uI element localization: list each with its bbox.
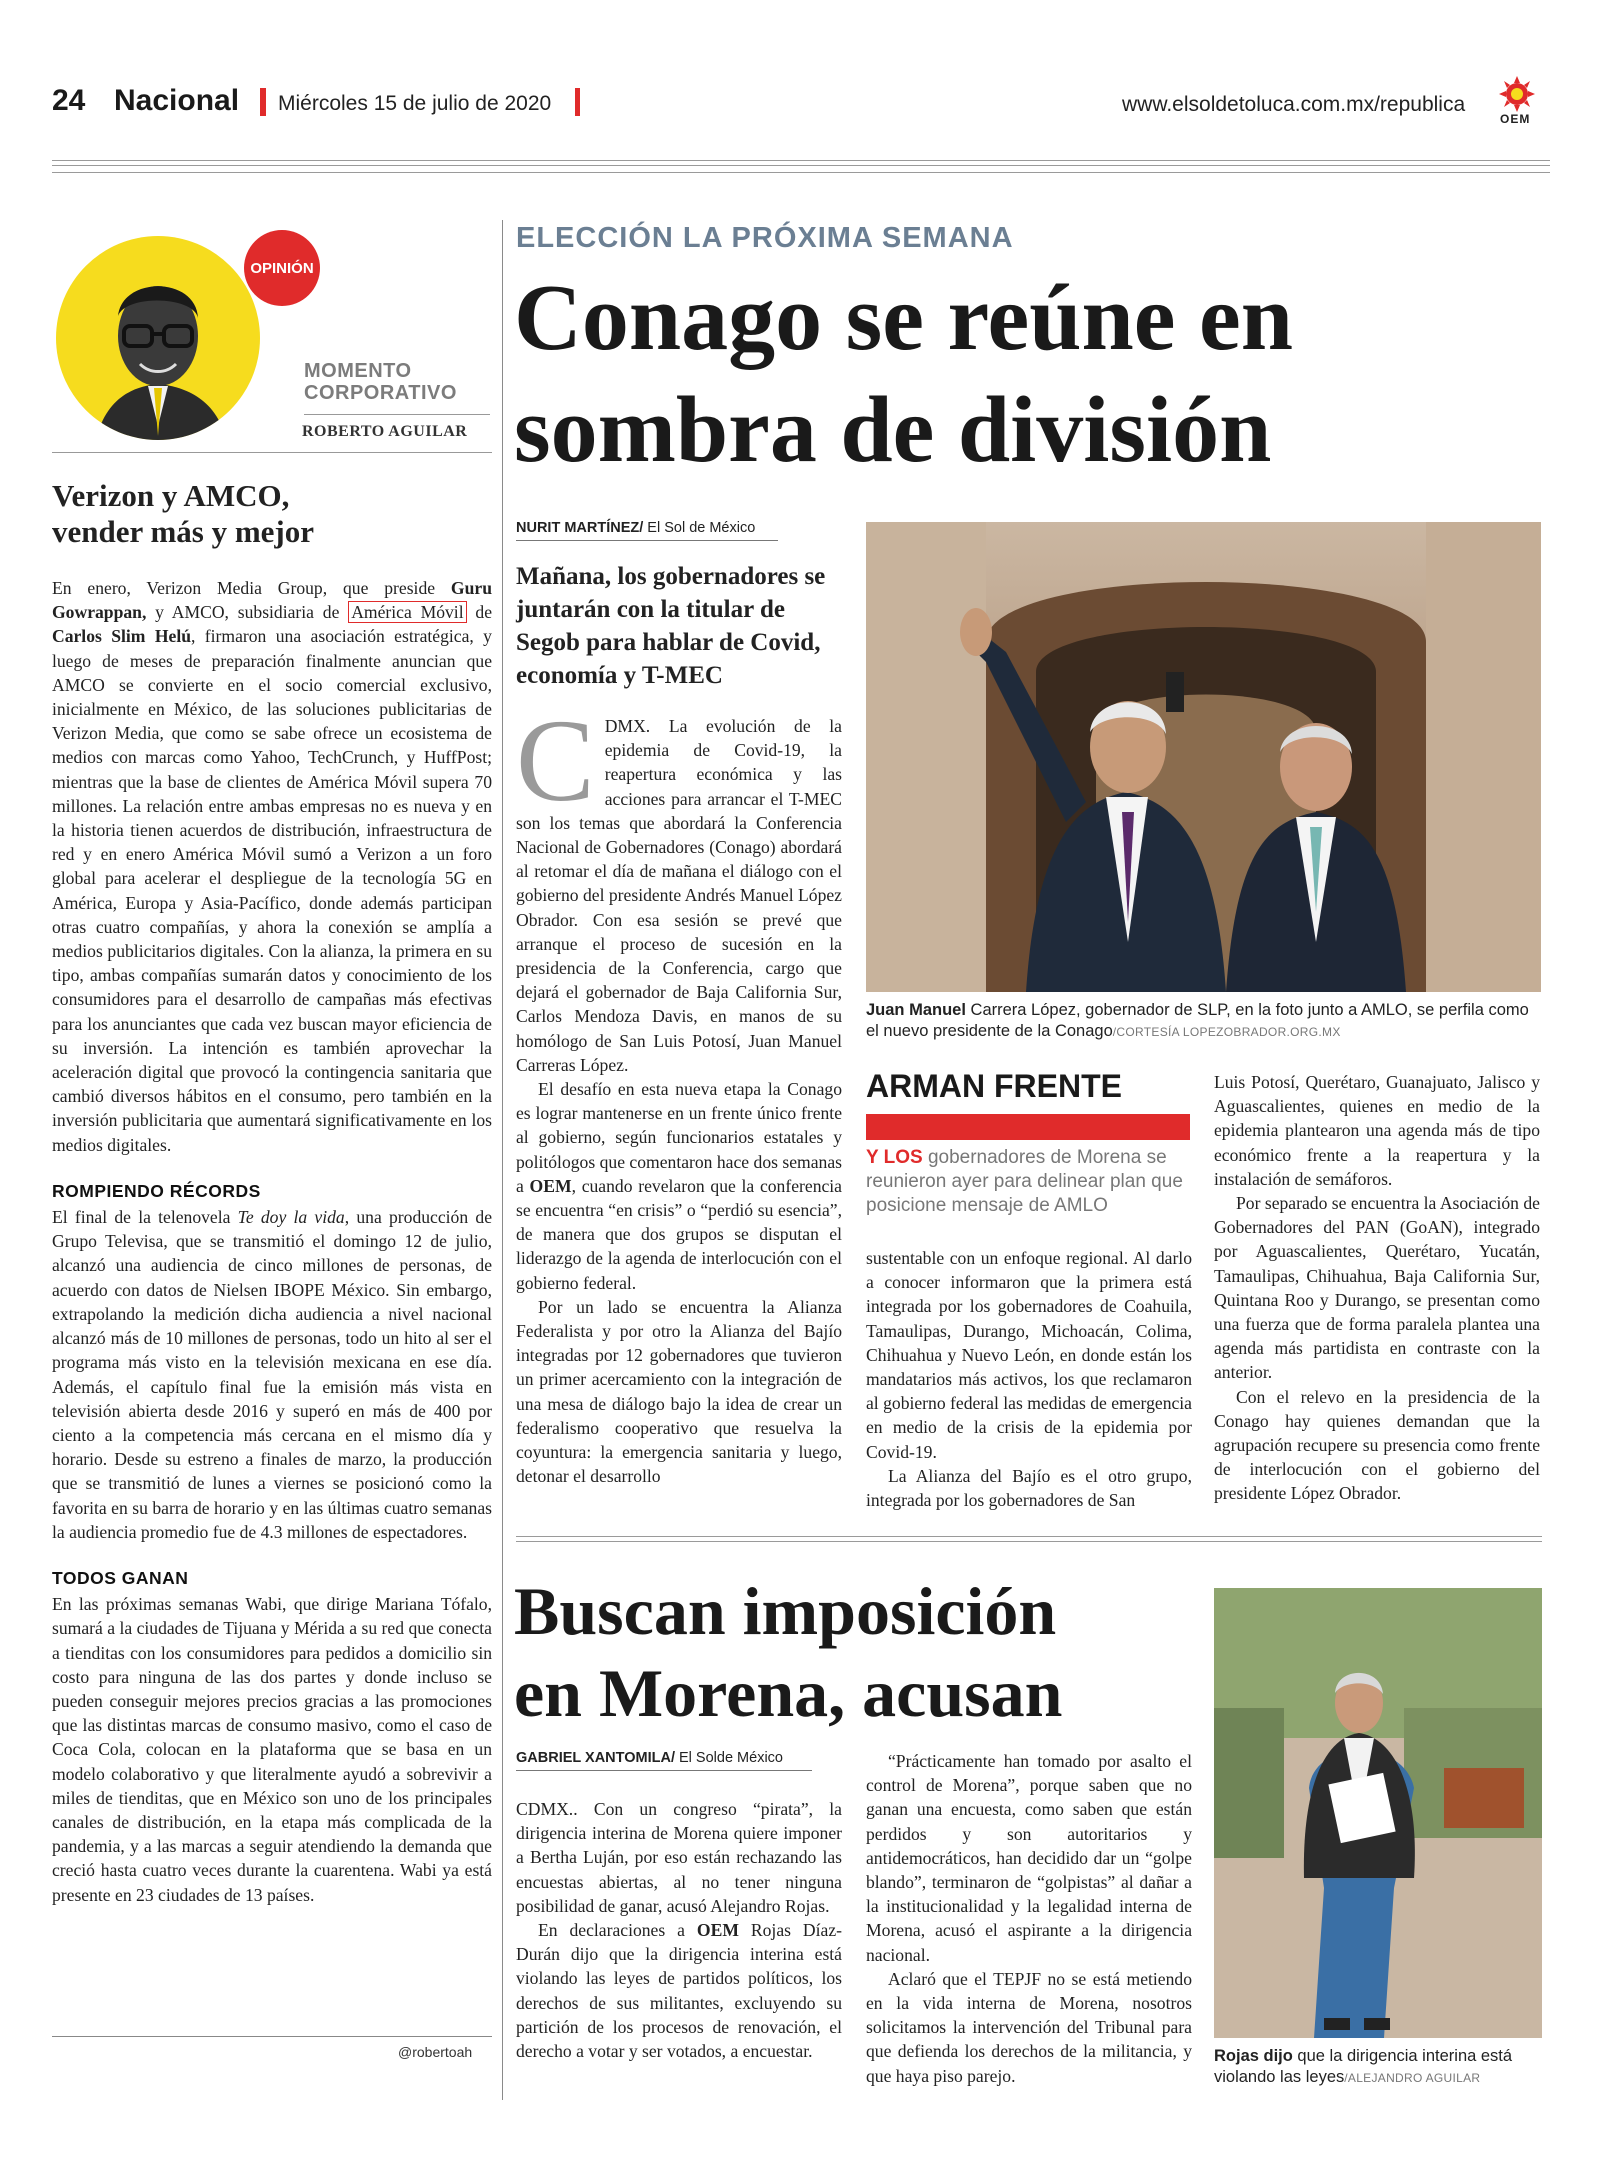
column-divider	[502, 220, 503, 2100]
second-body-col1	[516, 1797, 842, 2063]
second-photo	[1214, 1588, 1542, 2038]
second-paragraph-2: En declaraciones a OEM Rojas Díaz-Durán dijo que la dirigencia interina está violando las leyes de partidos políticos, los derechos de sus militantes, excluyendo su partición de los procesos de renovación, el derecho a votar y ser votados, a encuestar.	[516, 1920, 842, 2062]
main-paragraph-4: sustentable con un enfoque regional. Al darlo a conocer informaron que la primera está integrada por los gobernadores de Coahuila, Tamaulipas, Durango, Michoacán, Colima, Chihuahua y Nuevo León, en donde están los mandatarios más activos, los que reclamaron al gobierno federal las medidas de emergencia en medio de la crisis de la epidemia por Covid-19.	[866, 1248, 1192, 1462]
website-link[interactable]: www.elsoldetoluca.com.mx/republica	[1122, 93, 1466, 116]
second-headline-line2: en Morena, acusan	[514, 1655, 1063, 1731]
second-paragraph-4: Aclaró que el TEPJF no se está metiendo en la vida interna de Morena, nosotros solicitamos la intervención del Tribunal para que defienda los derechos de la militancia, y que haya piso parejo.	[866, 1968, 1192, 2086]
main-photo	[866, 522, 1541, 992]
opinion-title	[52, 478, 492, 550]
portrait-illustration	[56, 236, 260, 440]
second-headline-line1: Buscan imposición	[514, 1573, 1057, 1649]
main-byline-outlet: El Sol de México	[643, 520, 756, 536]
america-movil-highlight: América Móvil	[348, 601, 466, 623]
main-kicker: ELECCIÓN LA PRÓXIMA SEMANA	[516, 222, 1014, 254]
opinion-body	[52, 576, 492, 1907]
main-caption-text: Carrera López, gobernador de SLP, en la foto junto a AMLO, se perfila como el nuevo presidente de la Conago	[866, 1001, 1529, 1040]
story-divider	[516, 1536, 1542, 1542]
second-caption-credit: /ALEJANDRO AGUILAR	[1344, 2071, 1481, 2085]
second-byline-author: GABRIEL XANTOMILA/	[516, 1750, 675, 1766]
main-body-col3	[1214, 1070, 1540, 1506]
section-separator	[260, 88, 266, 116]
main-body-col1	[516, 695, 842, 1489]
second-caption-bold: Rojas dijo	[1214, 2047, 1293, 2065]
main-paragraph-8: Con el relevo en la presidencia de la Conago hay quienes demandan que la agrupación recupere su presencia como frente de interlocución con el gobierno del presidente López Obrador.	[1214, 1386, 1540, 1504]
column-name-line2: CORPORATIVO	[304, 382, 457, 404]
main-headline-line1: Conago se reúne en	[514, 266, 1293, 370]
twitter-handle[interactable]: @robertoah	[398, 2044, 473, 2060]
main-paragraph-7: Por separado se encuentra la Asociación de Gobernadores del PAN (GoAN), integrado por Aguascalientes, Querétaro, Yucatán, Tamaulipas, Chihuahua, Baja California Sur, Quintana Roo y Durango, se presentan como una fuerza que de forma paralela plantea una agenda más partidista en contraste con la anterior.	[1214, 1193, 1540, 1383]
main-paragraph-3: Por un lado se encuentra la Alianza Federalista y por otro la Alianza del Bajío integradas por 12 gobernadores que tuvieron un primer acercamiento con la integración de una mesa de diálogo bajo la idea de crear un federalismo cooperativo que resuelva la coyuntura: la emergencia sanitaria y luego, detonar el desarrollo	[516, 1296, 842, 1487]
sidebar-lead: Y LOS	[866, 1147, 923, 1168]
header-rule-2	[52, 172, 1550, 173]
main-headline	[514, 262, 1554, 486]
main-byline-author: NURIT MARTÍNEZ/	[516, 520, 644, 536]
second-byline	[516, 1750, 812, 1771]
main-caption-bold: Juan Manuel	[866, 1001, 966, 1019]
main-paragraph-6: Luis Potosí, Querétaro, Guanajuato, Jalisco y Aguascalientes, quienes en medio de la epidemia plantearon una agenda más de tipo económico frente a la reapertura y la instalación de semáforos.	[1214, 1072, 1540, 1189]
oem-logo	[1492, 74, 1542, 128]
photo-amlo-governor	[866, 522, 1541, 992]
main-paragraph-1: CDMX. La evolución de la epidemia de Covid-19, la reapertura económica y las acciones para arrancar el T-MEC son los temas que abordará la Conferencia Nacional de Gobernadores (Conago) abordará al retomar el día de mañana el diálogo con el gobierno del presidente Andrés Manuel López Obrador. Con esa sesión se prevé que arranque el proceso de sucesión en la presidencia de la Conferencia, cargo que dejará el gobernador de Baja California Sur, Carlos Mendoza Davis, en manos de su homólogo de San Luis Potosí, Juan Manuel Carreras López.	[516, 695, 842, 1075]
columnist-name: ROBERTO AGUILAR	[302, 423, 468, 440]
section-name: Nacional	[114, 84, 240, 117]
page-number: 24	[52, 84, 86, 117]
issue-date: Miércoles 15 de julio de 2020	[278, 92, 552, 115]
photo-alejandro-rojas	[1214, 1588, 1542, 2038]
opinion-column	[52, 220, 492, 2100]
main-paragraph-2: El desafío en esta nueva etapa la Conago es lograr mantenerse en un frente único frente al gobierno, según funcionarios estatales y politólogos que comentaron hace dos semanas a OEM, cuando revelaron que la conferencia se encuentra “en crisis” o “perdió su esencia”, de manera que dos grupos se disputan el liderazgo de la agenda de interlocución con el gobierno federal.	[516, 1079, 842, 1293]
main-dropcap: C	[516, 695, 595, 826]
main-paragraph-5: La Alianza del Bajío es el otro grupo, integrada por los gobernadores de San	[866, 1465, 1192, 1511]
sidebar-text	[866, 1146, 1196, 1218]
second-paragraph-1: CDMX.. Con un congreso “pirata”, la dirigencia interina de Morena quiere imponer a Bertha Luján, por eso están rechazando las encuestas abiertas, al no tener ninguna posibilidad de ganar, acusó Alejandro Rojas.	[516, 1799, 842, 1916]
sidebar-body: gobernadores de Morena se reunieron ayer para delinear plan que posicione mensaje de AMLO	[866, 1147, 1183, 1216]
main-photo-caption	[866, 1000, 1541, 1043]
second-body-col2	[866, 1749, 1192, 2088]
logo-text: OEM	[1500, 112, 1531, 126]
opinion-badge	[244, 230, 320, 306]
main-byline	[516, 520, 778, 541]
opinion-paragraph-2: El final de la telenovela Te doy la vida, una producción de Grupo Televisa, que se transmitió el domingo 12 de julio, alcanzó una audiencia de cinco millones de personas, de acuerdo con datos de Nielsen IBOPE México. Sin embargo, extrapolando la medición dicha audiencia a nivel nacional alcanzó más de 10 millones de personas, todo un hito al ser el programa más visto en la televisión mexicana en ese día. Además, el capítulo final fue la emisión más vista en televisión abierta desde 2016 y superó en más de 400 por ciento a la competencia más cercana en el mismo día y horario. Desde su estreno a finales de marzo, la producción que se transmitió de lunes a viernes se posicionó como la favorita en su barra de horario y en las últimas cuatro semanas la audiencia promedio fue de 4.3 millones de espectadores.	[52, 1207, 492, 1542]
opinion-title-line1: Verizon y AMCO,	[52, 478, 290, 513]
second-caption-text: que la dirigencia interina está violando las leyes	[1214, 2047, 1513, 2086]
second-headline	[514, 1570, 1194, 1734]
opinion-title-line2: vender más y mejor	[52, 514, 315, 549]
column-name-line1: MOMENTO	[304, 360, 412, 382]
header-rule	[52, 160, 1550, 166]
subhead-rompiendo-records: ROMPIENDO RÉCORDS	[52, 1180, 261, 1201]
subhead-todos-ganan: TODOS GANAN	[52, 1567, 189, 1588]
main-body-col2	[866, 1246, 1192, 1512]
main-caption-credit: /CORTESÍA LOPEZOBRADOR.ORG.MX	[1112, 1025, 1341, 1039]
second-paragraph-3: “Prácticamente han tomado por asalto el control de Morena”, porque saben que no ganan una encuesta, como saben que están perdidos y son autoritarios y antidemocráticos, han decidido dar un “golpe blando”, terminaron de “golpistas” al dañar a la institucionalidad y la legalidad interna de Morena, acusó el aspirante a la dirigencia nacional.	[866, 1751, 1192, 1965]
opinion-footer-rule	[52, 2036, 492, 2037]
sidebar-red-bar	[866, 1114, 1190, 1140]
main-headline-line2: sombra de división	[514, 378, 1272, 482]
second-byline-outlet: El Solde México	[674, 1750, 783, 1766]
sidebar-title: ARMAN FRENTE	[866, 1068, 1122, 1104]
main-deck: Mañana, los gobernadores se juntarán con la titular de Segob para hablar de Covid, economía y T-MEC	[516, 563, 826, 689]
column-name-rule	[304, 414, 490, 415]
opinion-paragraph-3: En las próximas semanas Wabi, que dirige Mariana Tófalo, sumará a la ciudades de Tijuana y Mérida a su red que conecta a tienditas con los consumidores para pedidos a domicilio sin costo para ninguna de las dos partes y donde incluso se pueden conseguir mejores precios gracias a las promociones que las distintas marcas de consumo masivo, como el caso de Coca Cola, colocan en la plataforma que se basa en un modelo colaborativo y que literalmente ayudó a sobrevivir a miles de tienditas, que en México son uno de los principales canales de distribución, en la etapa más complicada de la pandemia, y a las marcas a seguir atendiendo la demanda que creció hasta cuatro veces durante la cuarentena. Wabi ya está presente en 23 ciudades de 13 países.	[52, 1594, 492, 1905]
date-separator	[575, 88, 580, 116]
column-author-rule	[52, 452, 492, 453]
opinion-paragraph-1: En enero, Verizon Media Group, que preside Guru Gowrappan, y AMCO, subsidiaria de América Móvil de Carlos Slim Helú, firmaron una asociación estratégica, y luego de meses de preparación finalmente anuncian que AMCO se convierte en el socio comercial exclusivo, inicialmente en México, de las soluciones publicitarias de Verizon Media, que como se sabe ofrece un ecosistema de medios con marcas como Yahoo, TechCrunch, y HuffPost; mientras que la base de clientes de América Móvil supera 70 millones. La relación entre ambas empresas no es nueva y en la historia tienen acuerdos de distribución, infraestructura de red y en enero América Móvil sumó a Verizon a un foro global para acelerar el despliegue de la tecnología 5G en América, Europa y Asia-Pacífico, donde además participan otras cuatro compañías, y ahora la conexión se amplía a medios publicitarios digitales. Con la alianza, la primera en su tipo, ambas compañías sumarán datos y conocimiento de los consumidores para el desarrollo de campañas más efectivas para los anunciantes que cada vez buscan mayor eficiencia de su inversión. La intención es también aprovechar la aceleración digital que provocó la contingencia sanitaria que cambió diversos hábitos en el consumo, pero también en la inversión publicitaria que aumentará significativamente en los medios digitales.	[52, 578, 492, 1155]
page-header	[52, 84, 1552, 124]
column-name	[304, 360, 457, 404]
opinion-badge-label: OPINIÓN	[250, 259, 314, 277]
second-photo-caption	[1214, 2046, 1542, 2089]
columnist-portrait	[56, 236, 260, 440]
